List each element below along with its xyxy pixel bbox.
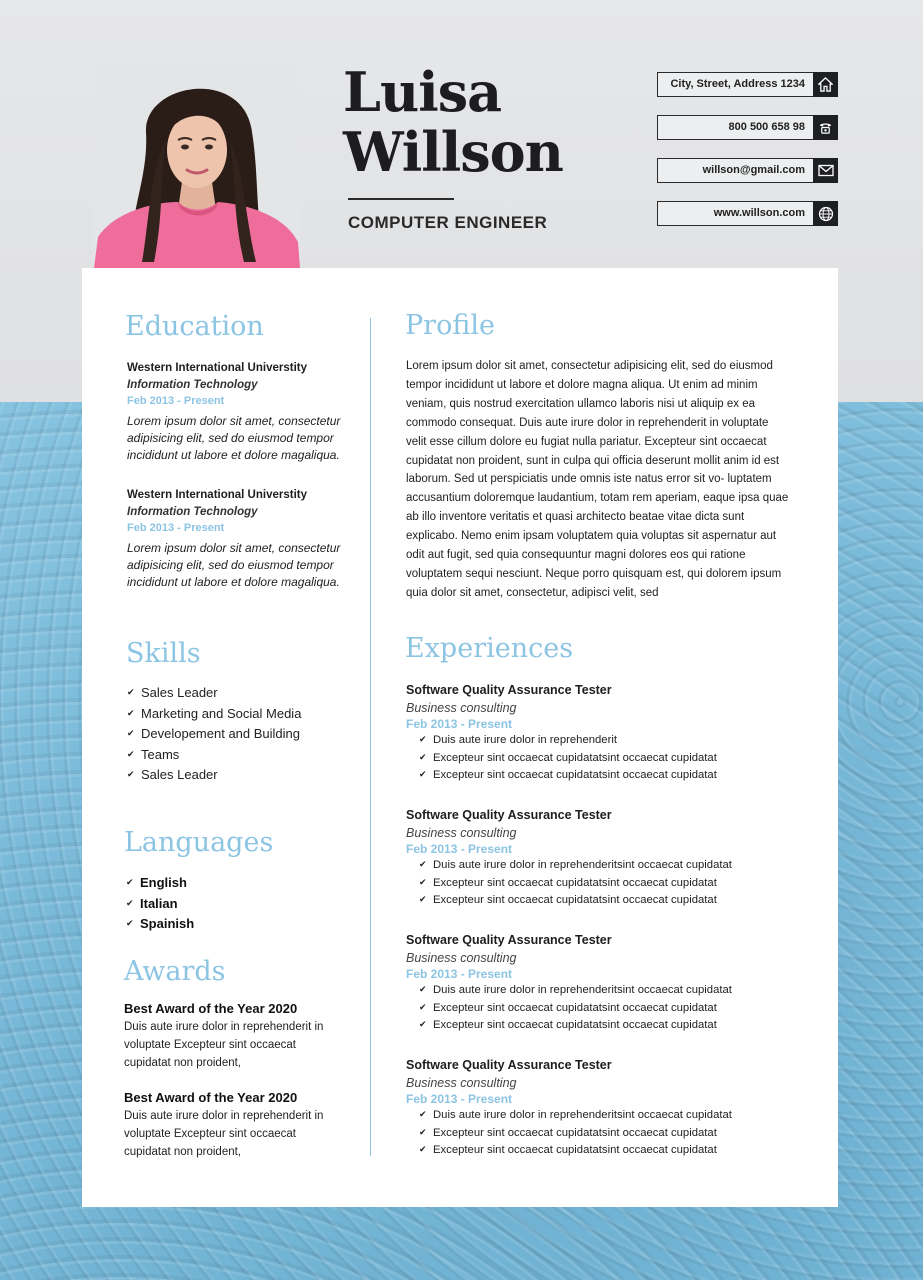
education-heading: Education [125,311,264,342]
contact-phone-text: 800 500 658 98 [728,121,805,133]
name-divider [348,198,454,200]
experience-company: Business consulting [406,701,517,715]
profile-text: Lorem ipsum dolor sit amet, consectetur adipisicing elit, sed do eiusmod tempor incididunt ut labore et dolore magna aliqua. Ut enim ad minim veniam, quis nostrud exercitation ullamco laboris nisi ut aliquip ex ea commodo consequat. Duis aute irure dolor in reprehenderit in voluptate velit esse cillum dolore eu fugiat nulla pariatur. Excepteur sint occaecat cupidatat non proident, sunt in culpa qui officia deserunt mollit anim id est laborum. Sed ut perspiciatis unde omnis iste natus error sit vo- luptatem accusantium doloremque laudantium, totam rem aperiam, eaque ipsa quae ab illo inventore veritatis et quasi architecto beatae vitae dicta sunt explicabo. Nemo enim ipsam voluptatem quia voluptas sit aspernatur aut odit aut fugit, sed quia consequuntur magni dolores eos qui ratione voluptatem sequi nesciunt. Neque porro quisquam est, qui dolorem ipsum quia dolor sit amet, consectetur, adipisci velit, sed [406,360,789,599]
experience-company: Business consulting [406,826,517,840]
experience-title: Software Quality Assurance Tester [406,683,612,697]
experience-title: Software Quality Assurance Tester [406,808,612,822]
contact-email [657,158,838,183]
experience-entry [406,808,732,910]
contact-address-text: City, Street, Address 1234 [670,78,805,90]
education-field: Information Technology [127,379,258,391]
experience-bullet: ✔ Excepteur sint occaecat cupidatatsint occaecat cupidatat [419,1125,732,1143]
skill-item: ✔ Teams [127,745,301,766]
experience-entry [406,933,732,1035]
education-date: Feb 2013 - Present [127,522,225,534]
award-name: Best Award of the Year 2020 [124,1001,298,1016]
experience-title: Software Quality Assurance Tester [406,1058,612,1072]
award-entry [124,1090,344,1161]
experience-bullet: ✔ Duis aute irure dolor in reprehenderitsint occaecat cupidatat [419,857,732,875]
experience-date: Feb 2013 - Present [406,842,513,856]
column-divider [370,318,371,1156]
experience-bullets [419,857,732,910]
experience-date: Feb 2013 - Present [406,717,513,731]
contact-email-text: willson@gmail.com [702,164,805,176]
award-description: Duis aute irure dolor in reprehenderit in voluptate Excepteur sint occaecat cupidatat non proident, [124,1021,324,1069]
skills-heading: Skills [126,638,201,669]
education-description: Lorem ipsum dolor sit amet, consectetur adipisicing elit, sed do eiusmod tempor incididunt ut labore et dolore magaliqua. [127,541,341,589]
languages-list [126,873,194,935]
experience-bullet: ✔ Excepteur sint occaecat cupidatatsint occaecat cupidatat [419,1142,732,1160]
languages-heading: Languages [124,827,274,858]
person-name [343,62,563,182]
experience-bullet: ✔ Duis aute irure dolor in reprehenderit [419,732,717,750]
education-description: Lorem ipsum dolor sit amet, consectetur adipisicing elit, sed do eiusmod tempor incididunt ut labore et dolore magaliqua. [127,414,341,462]
education-school: Western International Universtity [127,489,307,501]
skills-list [127,683,301,786]
experience-company: Business consulting [406,951,517,965]
skill-item: ✔ Marketing and Social Media [127,704,301,725]
education-entry [127,362,357,464]
language-item: ✔ Spainish [126,914,194,935]
skill-item: ✔ Developement and Building [127,724,301,745]
experience-bullet: ✔ Excepteur sint occaecat cupidatatsint occaecat cupidatat [419,892,732,910]
contact-address [657,72,838,97]
education-date: Feb 2013 - Present [127,395,225,407]
skill-item: ✔ Sales Leader [127,765,301,786]
award-entry [124,1001,344,1072]
experience-bullets [419,982,732,1035]
award-description: Duis aute irure dolor in reprehenderit in voluptate Excepteur sint occaecat cupidatat non proident, [124,1110,324,1158]
profile-photo [94,62,300,268]
experience-bullet: ✔ Excepteur sint occaecat cupidatatsint occaecat cupidatat [419,875,732,893]
experience-bullet: ✔ Duis aute irure dolor in reprehenderitsint occaecat cupidatat [419,1107,732,1125]
experience-title: Software Quality Assurance Tester [406,933,612,947]
experiences-heading: Experiences [405,633,574,664]
profile-heading: Profile [405,310,495,341]
experience-date: Feb 2013 - Present [406,967,513,981]
skill-item: ✔ Sales Leader [127,683,301,704]
education-field: Information Technology [127,506,258,518]
contact-phone [657,115,838,140]
experience-bullet: ✔ Duis aute irure dolor in reprehenderitsint occaecat cupidatat [419,982,732,1000]
award-name: Best Award of the Year 2020 [124,1090,298,1105]
awards-heading: Awards [124,956,226,987]
experience-date: Feb 2013 - Present [406,1092,513,1106]
language-item: ✔ English [126,873,194,894]
contact-website [657,201,838,226]
globe-icon [813,201,838,226]
experience-company: Business consulting [406,1076,517,1090]
first-name: Luisa [343,60,502,124]
education-school: Western International Universtity [127,362,307,374]
language-item: ✔ Italian [126,894,194,915]
experience-entry [406,683,717,785]
experience-entry [406,1058,732,1160]
last-name: Willson [343,120,563,184]
home-icon [813,72,838,97]
experience-bullet: ✔ Excepteur sint occaecat cupidatatsint occaecat cupidatat [419,767,717,785]
job-title: COMPUTER ENGINEER [348,213,548,232]
experience-bullet: ✔ Excepteur sint occaecat cupidatatsint occaecat cupidatat [419,750,717,768]
experience-bullets [419,1107,732,1160]
experience-bullet: ✔ Excepteur sint occaecat cupidatatsint occaecat cupidatat [419,1017,732,1035]
education-entry [127,489,357,591]
envelope-icon [813,158,838,183]
contact-website-text: www.willson.com [713,207,805,219]
experience-bullet: ✔ Excepteur sint occaecat cupidatatsint occaecat cupidatat [419,1000,732,1018]
phone-icon [813,115,838,140]
experience-bullets [419,732,717,785]
